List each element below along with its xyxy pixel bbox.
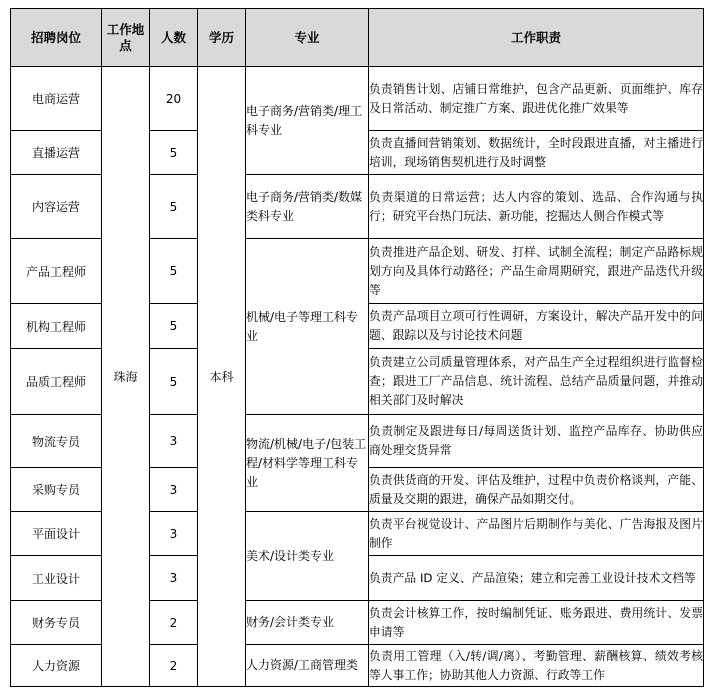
major-cell: 美术/设计类专业 (246, 512, 369, 601)
count-cell: 5 (150, 304, 198, 349)
count-cell: 5 (150, 239, 198, 304)
header-major: 专业 (246, 9, 369, 67)
duties-cell: 负责供货商的开发、评估及维护，过程中负责价格谈判，产能、质量及交期的跟进，确保产品如期交付。 (369, 468, 704, 512)
count-cell: 3 (150, 512, 198, 556)
duties-cell: 负责平台视觉设计、产品图片后期制作与美化、广告海报及图片制作 (369, 512, 704, 556)
recruitment-table (10, 8, 704, 687)
duties-cell: 负责会计核算工作，按时编制凭证、账务跟进、费用统计、发票申请等 (369, 601, 704, 645)
duties-cell: 负责用工管理（入/转/调/离）、考勤管理、薪酬核算、绩效考核等人事工作；协助其他人力资源、行政等工作 (369, 645, 704, 687)
position-cell: 财务专员 (11, 601, 102, 645)
duties-cell: 负责制定及跟进每日/每周送货计划、监控产品库存、协助供应商处理交货异常 (369, 415, 704, 468)
header-position: 招聘岗位 (11, 9, 102, 67)
major-cell: 电子商务/营销类/数媒类科专业 (246, 175, 369, 239)
position-cell: 物流专员 (11, 415, 102, 468)
major-cell: 财务/会计类专业 (246, 601, 369, 645)
count-cell: 5 (150, 349, 198, 415)
major-cell: 人力资源/工商管理类 (246, 645, 369, 687)
position-cell: 电商运营 (11, 67, 102, 131)
duties-cell: 负责产品项目立项可行性调研，方案设计，解决产品开发中的问题、跟踪以及与讨论技术问题 (369, 304, 704, 349)
count-cell: 3 (150, 415, 198, 468)
header-education: 学历 (198, 9, 246, 67)
position-cell: 平面设计 (11, 512, 102, 556)
count-cell: 3 (150, 556, 198, 601)
position-cell: 内容运营 (11, 175, 102, 239)
position-cell: 品质工程师 (11, 349, 102, 415)
position-cell: 采购专员 (11, 468, 102, 512)
position-cell: 工业设计 (11, 556, 102, 601)
position-cell: 直播运营 (11, 131, 102, 175)
count-cell: 3 (150, 468, 198, 512)
position-cell: 机构工程师 (11, 304, 102, 349)
header-location: 工作地点 (102, 9, 150, 67)
count-cell: 5 (150, 131, 198, 175)
position-cell: 产品工程师 (11, 239, 102, 304)
major-cell: 机械/电子等理工科专业 (246, 239, 369, 415)
duties-cell: 负责渠道的日常运营；达人内容的策划、选品、合作沟通与执行；研究平台热门玩法、新功能，挖掘达人侧合作模式等 (369, 175, 704, 239)
header-count: 人数 (150, 9, 198, 67)
count-cell: 2 (150, 645, 198, 687)
duties-cell: 负责产品 ID 定义、产品渲染；建立和完善工业设计技术文档等 (369, 556, 704, 601)
duties-cell: 负责建立公司质量管理体系，对产品生产全过程组织进行监督检查；跟进工厂产品信息、统计流程、总结产品质量问题，并推动相关部门及时解决 (369, 349, 704, 415)
table-row (11, 67, 704, 131)
count-cell: 2 (150, 601, 198, 645)
education-cell: 本科 (198, 67, 246, 687)
duties-cell: 负责直播间营销策划、数据统计，全时段跟进直播，对主播进行培训，现场销售契机进行及时调整 (369, 131, 704, 175)
major-cell: 物流/机械/电子/包装工程/材料学等理工科专业 (246, 415, 369, 512)
header-row (11, 9, 704, 67)
header-duties: 工作职责 (369, 9, 704, 67)
position-cell: 人力资源 (11, 645, 102, 687)
count-cell: 5 (150, 175, 198, 239)
location-cell: 珠海 (102, 67, 150, 687)
duties-cell: 负责推进产品企划、研发、打样、试制全流程；制定产品路标规划方向及具体行动路径；产品生命周期研究，跟进产品迭代升级等 (369, 239, 704, 304)
count-cell: 20 (150, 67, 198, 131)
duties-cell: 负责销售计划、店铺日常维护，包含产品更新、页面维护、库存及日常活动、制定推广方案、跟进优化推广效果等 (369, 67, 704, 131)
major-cell: 电子商务/营销类/理工科专业 (246, 67, 369, 175)
